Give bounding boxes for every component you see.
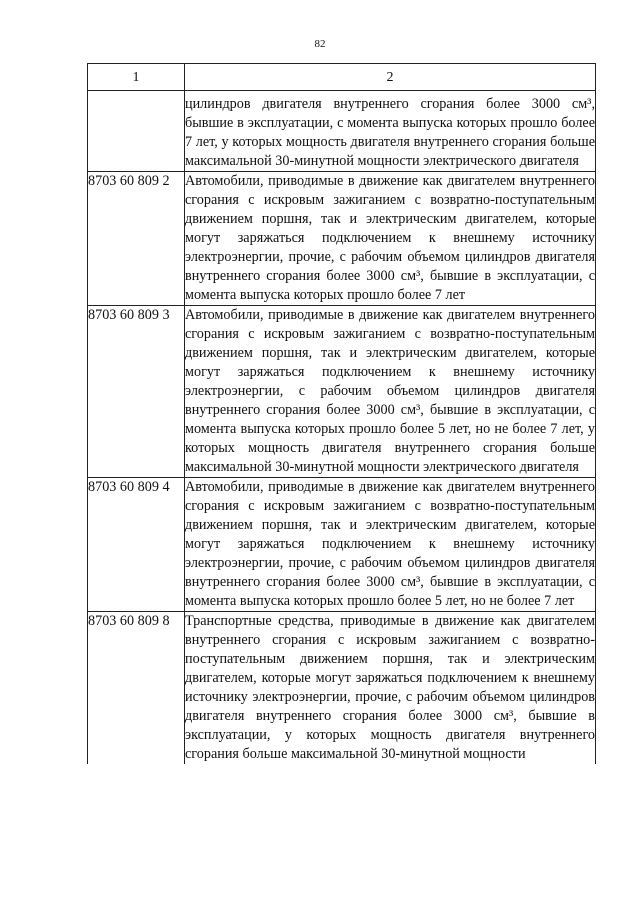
page-number: 82: [314, 38, 326, 50]
tariff-table: [87, 63, 596, 764]
description-cell: Транспортные средства, приводимые в движение как двигателем внутреннего сгорания с искровым зажиганием с возвратно-поступательным движением поршня, так и электрическим двигателем, которые могут заряжаться подключением к внешнему источнику электроэнергии, прочие, с рабочим объемом цилиндров двигателя внутреннего сгорания более 3000 см³, бывшие в эксплуатации, у которых мощность двигателя внутреннего сгорания больше максимальной 30-минутной мощности: [185, 613, 595, 762]
table-row: [88, 91, 596, 172]
table-row: [88, 612, 596, 765]
table-header-row: [88, 64, 596, 91]
description-cell: Автомобили, приводимые в движение как двигателем внутреннего сгорания с искровым зажиганием с возвратно-поступательным движением поршня, так и электрическим двигателем, которые могут заряжаться подключением к внешнему источнику электроэнергии, прочие, с рабочим объемом цилиндров двигателя внутреннего сгорания более 3000 см³, бывшие в эксплуатации, с момента выпуска которых прошло более 5 лет, но не более 7 лет: [185, 478, 596, 612]
code-cell: 8703 60 809 4: [88, 478, 185, 612]
table-row: [88, 172, 596, 306]
code-cell: 8703 60 809 3: [88, 306, 185, 478]
description-cell: Автомобили, приводимые в движение как двигателем внутреннего сгорания с искровым зажиганием с возвратно-поступательным движением поршня, так и электрическим двигателем, которые могут заряжаться подключением к внешнему источнику электроэнергии, прочие, с рабочим объемом цилиндров двигателя внутреннего сгорания более 3000 см³, бывшие в эксплуатации, с момента выпуска которых прошло более 7 лет: [185, 172, 596, 306]
code-cell: [88, 91, 185, 172]
column-header-2: 2: [185, 64, 596, 91]
code-cell: 8703 60 809 2: [88, 172, 185, 306]
column-header-1: 1: [88, 64, 185, 91]
description-cell: цилиндров двигателя внутреннего сгорания более 3000 см³, бывшие в эксплуатации, с момента выпуска которых прошло более 7 лет, у которых мощность двигателя внутреннего сгорания больше максимальной 30-минутной мощности электрического двигателя: [185, 91, 596, 172]
table-row: [88, 478, 596, 612]
description-cell: Автомобили, приводимые в движение как двигателем внутреннего сгорания с искровым зажиганием с возвратно-поступательным движением поршня, так и электрическим двигателем, которые могут заряжаться подключением к внешнему источнику электроэнергии, с рабочим объемом цилиндров двигателя внутреннего сгорания более 3000 см³, бывшие в эксплуатации, с момента выпуска которых прошло более 5 лет, но не более 7 лет, у которых мощность двигателя внутреннего сгорания больше максимальной 30-минутной мощности электрического двигателя: [185, 306, 596, 478]
code-cell: 8703 60 809 8: [88, 612, 185, 765]
table-row: [88, 306, 596, 478]
